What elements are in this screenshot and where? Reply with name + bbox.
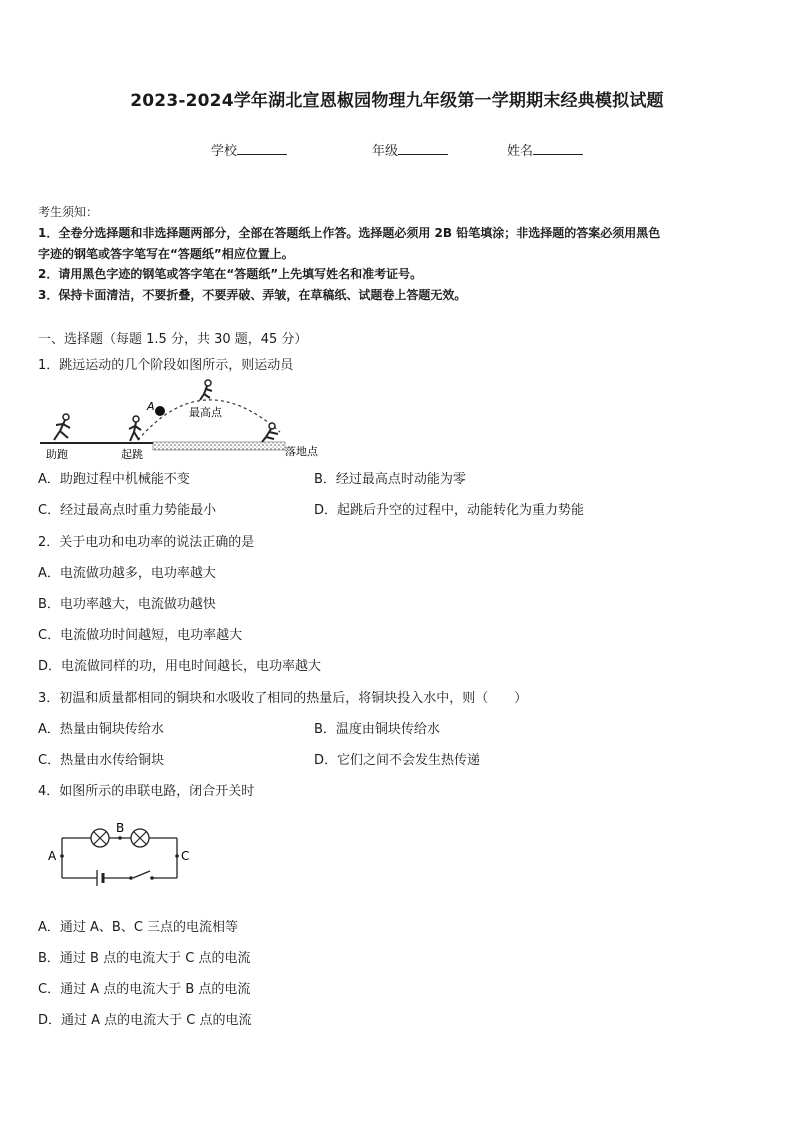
page-title: 2023-2024学年湖北宣恩椒园物理九年级第一学期期末经典模拟试题 xyxy=(130,91,664,111)
notice-item-1: 1．全卷分选择题和非选择题两部分，全部在答题纸上作答。选择题必须用 2B 铅笔填涂；非选择题的答案必须用黑色 xyxy=(38,226,661,240)
lamp-2 xyxy=(131,829,149,847)
landing-label: 落地点 xyxy=(285,445,318,458)
takeoff-label: 起跳 xyxy=(121,448,143,461)
question-1-stem: 1．跳远运动的几个阶段如图所示，则运动员 xyxy=(38,358,294,373)
name-blank[interactable] xyxy=(533,142,583,155)
runner-figure xyxy=(54,414,70,440)
notice-item-2: 2．请用黑色字迹的钢笔或答字笔在“答题纸”上先填写姓名和准考证号。 xyxy=(38,267,423,281)
school-blank[interactable] xyxy=(237,142,287,155)
school-field xyxy=(211,140,287,159)
grade-blank[interactable] xyxy=(398,142,448,155)
point-a-marker xyxy=(155,406,165,416)
notice-item-3: 3．保持卡面清洁，不要折叠，不要弄破、弄皱，在草稿纸、试题卷上答题无效。 xyxy=(38,288,467,302)
section-heading: 一、选择题（每题 1.5 分，共 30 题，45 分） xyxy=(38,332,308,347)
question-4-option-b[interactable]: B．通过 B 点的电流大于 C 点的电流 xyxy=(38,951,251,966)
question-3-option-c[interactable]: C．热量由水传给铜块 xyxy=(38,753,165,768)
switch-symbol xyxy=(129,876,154,880)
series-circuit-figure xyxy=(38,816,198,892)
point-b-label: B xyxy=(116,821,125,835)
name-label: 姓名 xyxy=(507,144,534,159)
notice-heading: 考生须知： xyxy=(38,205,99,219)
question-1-option-d[interactable]: D．起跳后升空的过程中，动能转化为重力势能 xyxy=(314,503,585,518)
question-2-option-b[interactable]: B．电功率越大，电流做功越快 xyxy=(38,597,216,612)
point-c-label: C xyxy=(181,849,190,863)
grade-label: 年级 xyxy=(372,144,399,159)
question-1-option-c[interactable]: C．经过最高点时重力势能最小 xyxy=(38,503,217,518)
notice-item-1-cont: 字迹的钢笔或答字笔写在“答题纸”相应位置上。 xyxy=(38,247,294,261)
question-4-option-d[interactable]: D．通过 A 点的电流大于 C 点的电流 xyxy=(38,1013,252,1028)
question-2-option-a[interactable]: A．电流做功越多，电功率越大 xyxy=(38,566,216,581)
question-2-stem: 2．关于电功和电功率的说法正确的是 xyxy=(38,535,255,550)
question-3-option-d[interactable]: D．它们之间不会发生热传递 xyxy=(314,753,481,768)
question-3-option-b[interactable]: B．温度由铜块传给水 xyxy=(314,722,440,737)
question-3-option-a[interactable]: A．热量由铜块传给水 xyxy=(38,722,164,737)
highest-point-label: 最高点 xyxy=(189,406,222,419)
long-jump-figure xyxy=(38,376,338,464)
question-4-option-a[interactable]: A．通过 A、B、C 三点的电流相等 xyxy=(38,920,239,935)
question-4-stem: 4．如图所示的串联电路，闭合开关时 xyxy=(38,784,255,799)
highest-point-figure xyxy=(200,380,212,400)
sand-pit xyxy=(153,442,285,450)
question-3-stem: 3．初温和质量都相同的铜块和水吸收了相同的热量后，将铜块投入水中，则（ ） xyxy=(38,691,528,706)
run-label: 助跑 xyxy=(46,448,68,461)
landing-figure xyxy=(262,423,278,442)
school-label: 学校 xyxy=(211,144,238,159)
question-1-option-b[interactable]: B．经过最高点时动能为零 xyxy=(314,472,466,487)
battery-symbol xyxy=(97,870,103,886)
question-2-option-c[interactable]: C．电流做功时间越短，电功率越大 xyxy=(38,628,243,643)
lamp-1 xyxy=(91,829,109,847)
takeoff-figure xyxy=(129,416,141,441)
point-a-label: A xyxy=(147,400,155,413)
grade-field xyxy=(372,140,448,159)
question-4-option-c[interactable]: C．通过 A 点的电流大于 B 点的电流 xyxy=(38,982,251,997)
point-a-label-circuit: A xyxy=(48,849,57,863)
question-1-option-a[interactable]: A．助跑过程中机械能不变 xyxy=(38,472,190,487)
name-field xyxy=(507,140,583,159)
question-2-option-d[interactable]: D．电流做同样的功，用电时间越长，电功率越大 xyxy=(38,659,322,674)
